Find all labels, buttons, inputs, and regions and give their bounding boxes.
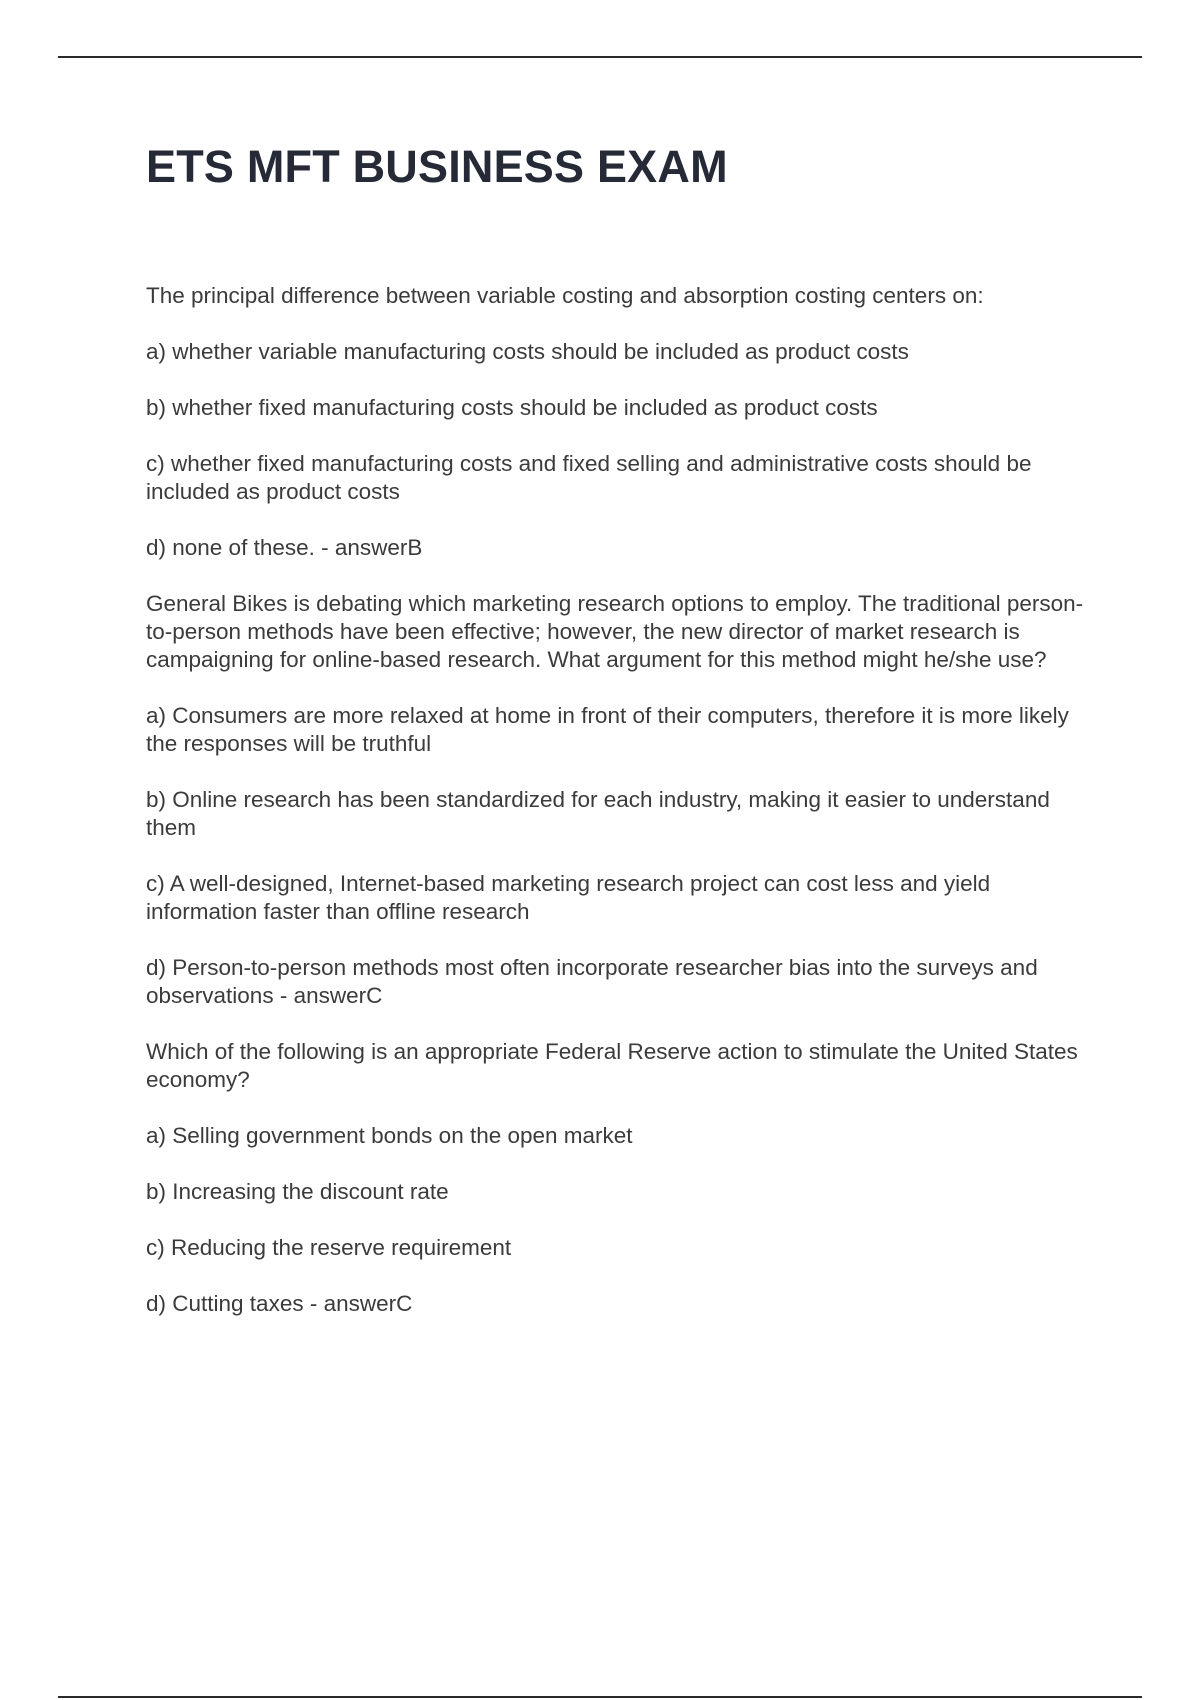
answer-option: b) Online research has been standardized for each industry, making it easier to understand them (146, 787, 1050, 840)
question-prompt: General Bikes is debating which marketing research options to employ. The traditional person-to-person methods have been effective; however, the new director of market research is campaigning for online-based research. What argument for this method might he/she use? (146, 591, 1084, 672)
answer-option: d) Person-to-person methods most often incorporate researcher bias into the surveys and observations - answerC (146, 955, 1038, 1008)
document-body (146, 140, 1086, 1346)
question-prompt: The principal difference between variable costing and absorption costing centers on: (146, 283, 984, 308)
answer-option: c) whether fixed manufacturing costs and fixed selling and administrative costs should be included as product costs (146, 451, 1032, 504)
answer-option: b) Increasing the discount rate (146, 1179, 449, 1204)
answer-option: d) Cutting taxes - answerC (146, 1291, 413, 1316)
answer-option: b) whether fixed manufacturing costs should be included as product costs (146, 395, 878, 420)
question-1 (146, 282, 1086, 562)
answer-option: a) Selling government bonds on the open market (146, 1123, 633, 1148)
question-prompt: Which of the following is an appropriate Federal Reserve action to stimulate the United States economy? (146, 1039, 1078, 1092)
answer-option: a) Consumers are more relaxed at home in front of their computers, therefore it is more likely the responses will be truthful (146, 703, 1069, 756)
question-2 (146, 590, 1086, 1010)
answer-option: c) Reducing the reserve requirement (146, 1235, 512, 1260)
top-divider (58, 56, 1142, 58)
bottom-divider (58, 1696, 1142, 1698)
question-3 (146, 1038, 1086, 1318)
document-title: ETS MFT BUSINESS EXAM (146, 141, 728, 192)
answer-option: c) A well-designed, Internet-based marketing research project can cost less and yield information faster than offline research (146, 871, 991, 924)
answer-option: a) whether variable manufacturing costs should be included as product costs (146, 339, 909, 364)
answer-option: d) none of these. - answerB (146, 535, 423, 560)
